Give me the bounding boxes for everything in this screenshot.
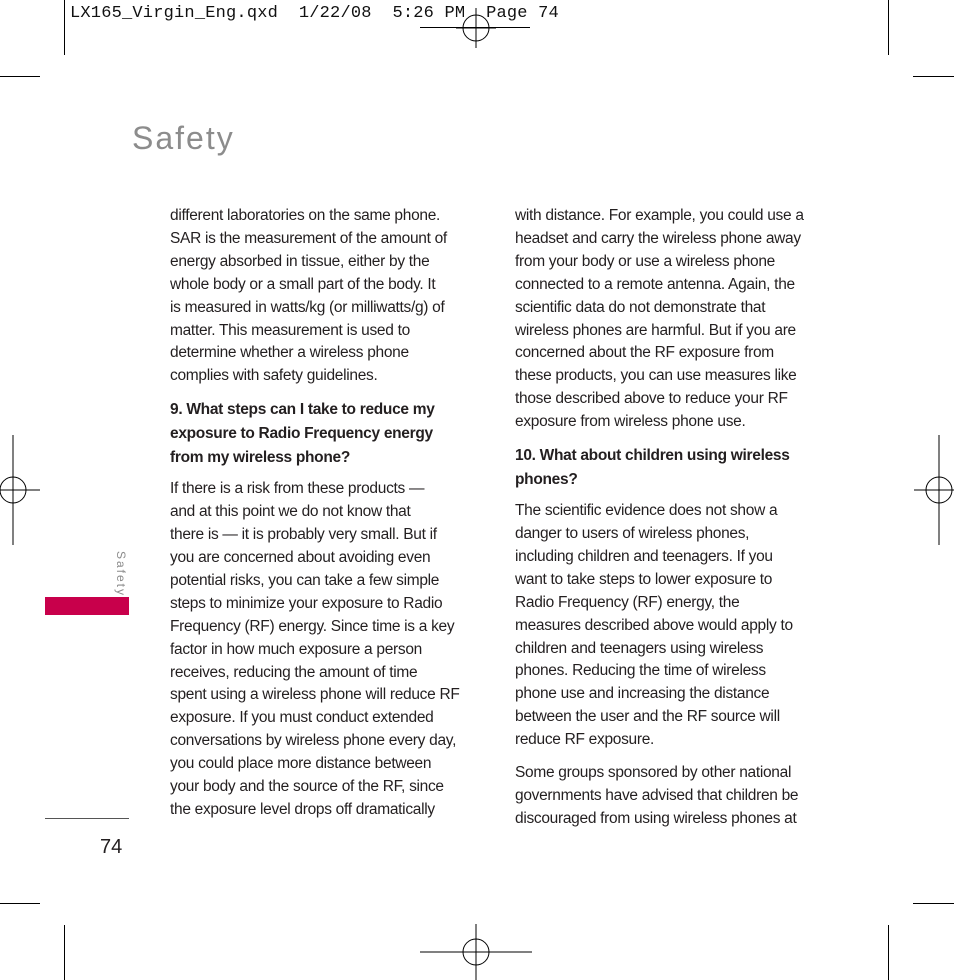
crop-mark <box>913 903 954 904</box>
text-line: receives, reducing the amount of time <box>170 663 418 681</box>
text-line: your body and the source of the RF, since <box>170 778 444 796</box>
text-line: with distance. For example, you could use a <box>515 207 804 224</box>
text-line: including children and teenagers. If you <box>515 547 773 565</box>
text-line: reduce RF exposure. <box>515 731 655 749</box>
text-line: phone use and increasing the distance <box>515 685 770 703</box>
text-line: conversations by wireless phone every day, <box>170 732 457 750</box>
text-line: exposure. If you must conduct extended <box>170 709 434 727</box>
text-line: exposure from wireless phone use. <box>515 413 746 431</box>
text-line: and at this point we do not know that <box>170 503 411 521</box>
question-9-heading <box>170 398 478 470</box>
heading-line: exposure to Radio Frequency energy <box>170 425 433 443</box>
paragraph-distance <box>515 205 823 434</box>
text-line: spent using a wireless phone will reduce RF <box>170 686 460 704</box>
text-line: Frequency (RF) energy. Since time is a key <box>170 617 455 635</box>
registration-mark-icon <box>420 924 532 980</box>
text-line: measures described above would apply to <box>515 616 793 634</box>
heading-line: 9. What steps can I take to reduce my <box>170 401 435 419</box>
page-title: Safety <box>132 120 235 156</box>
text-line: governments have advised that children be <box>515 786 799 804</box>
heading-line: phones? <box>515 471 578 489</box>
right-column <box>515 205 823 841</box>
text-line: SAR is the measurement of the amount of <box>170 229 447 247</box>
question-10-heading <box>515 444 823 492</box>
crop-mark <box>0 76 40 77</box>
text-line: determine whether a wireless phone <box>170 344 409 362</box>
text-line: is measured in watts/kg (or milliwatts/g) of <box>170 298 445 316</box>
text-line: scientific data do not demonstrate that <box>515 298 766 316</box>
text-line: connected to a remote antenna. Again, the <box>515 275 795 293</box>
text-line: Some groups sponsored by other national <box>515 764 792 782</box>
text-line: steps to minimize your exposure to Radio <box>170 594 443 612</box>
text-line: you are concerned about avoiding even <box>170 548 431 566</box>
text-line: potential risks, you can take a few simple <box>170 571 440 589</box>
crop-mark <box>64 0 65 55</box>
text-line: concerned about the RF exposure from <box>515 344 774 362</box>
text-line: If there is a risk from these products — <box>170 480 425 498</box>
text-line: wireless phones are harmful. But if you are <box>515 321 796 339</box>
text-line: those described above to reduce your RF <box>515 390 788 408</box>
paragraph-children <box>515 500 823 752</box>
crop-mark <box>888 0 889 55</box>
text-line: these products, you can use measures like <box>515 367 797 385</box>
text-line: The scientific evidence does not show a <box>515 502 778 520</box>
paragraph-sar <box>170 205 478 388</box>
text-line: from your body or use a wireless phone <box>515 252 775 270</box>
paragraph-national-groups <box>515 762 823 831</box>
side-section-label: Safety <box>114 550 128 598</box>
text-line: Radio Frequency (RF) energy, the <box>515 593 740 611</box>
text-line: whole body or a small part of the body. It <box>170 275 436 293</box>
text-line: discouraged from using wireless phones at <box>515 809 797 827</box>
text-line: different laboratories on the same phone. <box>170 207 441 224</box>
section-tab-marker <box>45 597 129 615</box>
text-line: factor in how much exposure a person <box>170 640 422 658</box>
crop-mark <box>913 76 954 77</box>
printer-slug: LX165_Virgin_Eng.qxd 1/22/08 5:26 PM Page 74 <box>70 4 559 23</box>
text-line: you could place more distance between <box>170 755 432 773</box>
text-line: complies with safety guidelines. <box>170 367 378 385</box>
text-line: the exposure level drops off dramatically <box>170 800 435 818</box>
text-line: phones. Reducing the time of wireless <box>515 662 766 680</box>
text-line: energy absorbed in tissue, either by the <box>170 252 430 270</box>
footer-rule <box>45 818 129 819</box>
registration-mark-icon <box>914 435 954 545</box>
text-line: want to take steps to lower exposure to <box>515 570 773 588</box>
left-column <box>170 205 478 832</box>
crop-mark <box>64 925 65 980</box>
crop-mark <box>0 903 40 904</box>
registration-mark-icon <box>0 435 40 545</box>
paragraph-steps <box>170 478 478 822</box>
text-line: headset and carry the wireless phone away <box>515 229 801 247</box>
text-line: between the user and the RF source will <box>515 708 780 726</box>
text-line: there is — it is probably very small. But if <box>170 526 437 544</box>
heading-line: 10. What about children using wireless <box>515 447 790 465</box>
text-line: danger to users of wireless phones, <box>515 524 750 542</box>
page-number: 74 <box>100 836 123 858</box>
crop-mark <box>888 925 889 980</box>
heading-line: from my wireless phone? <box>170 449 351 467</box>
text-line: matter. This measurement is used to <box>170 321 410 339</box>
registration-mark-icon <box>456 8 496 48</box>
text-line: children and teenagers using wireless <box>515 639 764 657</box>
